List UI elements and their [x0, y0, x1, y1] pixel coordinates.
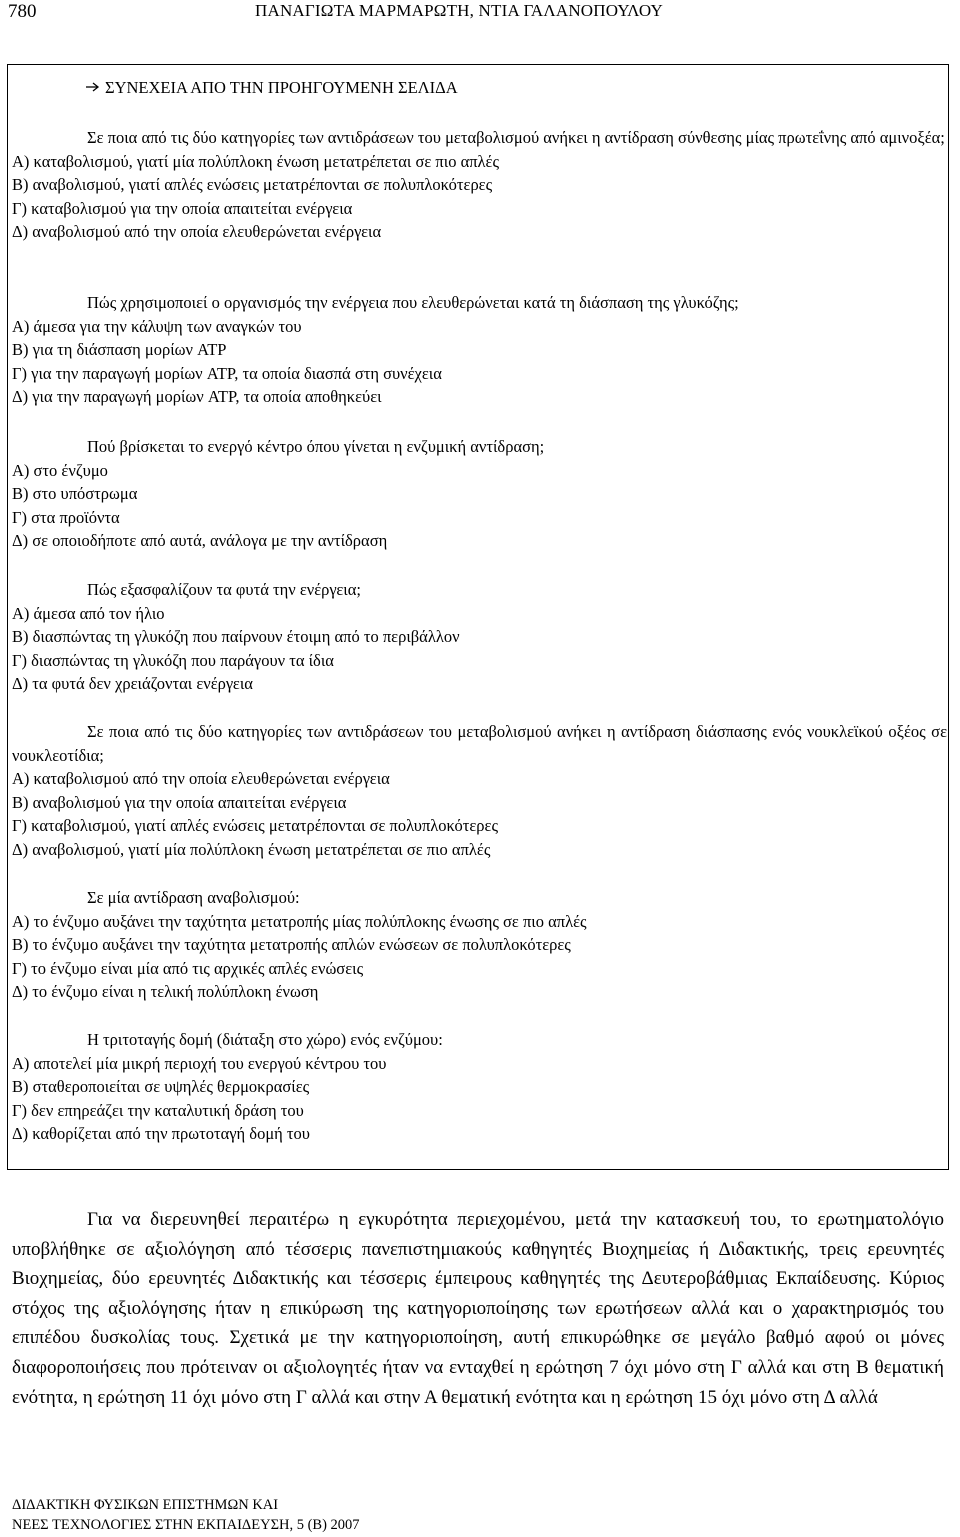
journal-footer	[12, 1495, 360, 1535]
option-c: Γ) διασπώντας τη γλυκόζη που παράγουν τα ίδια	[12, 650, 334, 670]
option-a: Α) στο ένζυμο	[12, 460, 108, 480]
option-c: Γ) στα προϊόντα	[12, 507, 120, 527]
option-b: Β) για τη διάσπαση μορίων ATP	[12, 340, 227, 359]
option-d: Δ) για την παραγωγή μορίων ATP, τα οποία αποθηκεύει	[12, 387, 382, 406]
question-stem: Σε ποια από τις δύο κατηγορίες των αντιδράσεων του μεταβολισμού ανήκει η αντίδραση σύνθεσης μίας πρωτεΐνης από αμινοξέα;	[87, 128, 945, 147]
option-c: Γ) δεν επηρεάζει την καταλυτική δράση του	[12, 1100, 304, 1120]
option-d: Δ) το ένζυμο είναι η τελική πολύπλοκη ένωση	[12, 982, 319, 1001]
option-c: Γ) καταβολισμού, γιατί απλές ενώσεις μετατρέπονται σε πολυπλοκότερες	[12, 816, 499, 835]
running-head-authors: ΠΑΝΑΓΙΩΤΑ ΜΑΡΜΑΡΩΤΗ, ΝΤΙΑ ΓΑΛΑΝΟΠΟΥΛΟΥ	[255, 1, 664, 20]
option-d: Δ) αναβολισμού από την οποία ελευθερώνεται ενέργεια	[12, 222, 382, 241]
question-stem: Σε μία αντίδραση αναβολισμού:	[87, 888, 300, 907]
question-5	[12, 720, 947, 861]
option-a: Α) το ένζυμο αυξάνει την ταχύτητα μετατροπής μίας πολύπλοκης ένωσης σε πιο απλές	[12, 911, 587, 931]
body-paragraph: Για να διερευνηθεί περαιτέρω η εγκυρότητα περιεχομένου, μετά την κατασκευή του, το ερωτηματολόγιο υποβλήθηκε σε αξιολόγηση από τέσσερις πανεπιστημιακούς καθηγητές Βιοχημείας ή Διδακτικής, τρεις ερευνητές Βιοχημείας, δύο ερευνητές Διδακτικής και τέσσερις έμπειρους καθηγητές της Δευτεροβάθμιας Εκπαίδευσης. Κύριος στόχος της αξιολόγησης ήταν η επικύρωση της κατηγοριοποίησης των ερωτήσεων αλλά και ο χαρακτηρισμός του επιπέδου δυσκολίας τους. Σχετικά με την κατηγοριοποίηση, αυτή επικυρώθηκε σε μεγάλο βαθμό αφού οι μόνες διαφοροποιήσεις που πρότειναν οι αξιολογητές ήταν να ενταχθεί η ερώτηση 7 όχι μόνο στη Γ αλλά και στη Β θεματική ενότητα, η ερώτηση 11 όχι μόνο στη Γ αλλά και στην Α θεματική ενότητα και η ερώτηση 15 όχι μόνο στη Δ αλλά	[12, 1209, 944, 1408]
continuation-text: ΣΥΝΕΧΕΙΑ ΑΠΟ ΤΗΝ ΠΡΟΗΓΟΥΜΕΝΗ ΣΕΛΙΔΑ	[105, 78, 458, 97]
question-6	[12, 886, 947, 1004]
option-b: Β) αναβολισμού, γιατί απλές ενώσεις μετατρέπονται σε πολυπλοκότερες	[12, 175, 493, 194]
arrow-right-icon	[85, 78, 105, 98]
continuation-note	[85, 78, 458, 98]
option-a: Α) καταβολισμού από την οποία ελευθερώνεται ενέργεια	[12, 769, 390, 788]
question-stem: Πού βρίσκεται το ενεργό κέντρο όπου γίνεται η ενζυμική αντίδραση;	[87, 437, 545, 456]
option-d: Δ) τα φυτά δεν χρειάζονται ενέργεια	[12, 674, 253, 693]
option-c: Γ) καταβολισμού για την οποία απαιτείται ενέργεια	[12, 198, 353, 218]
option-c: Γ) το ένζυμο είναι μία από τις αρχικές απλές ενώσεις	[12, 958, 364, 978]
question-1	[12, 126, 947, 244]
option-d: Δ) καθορίζεται από την πρωτοταγή δομή του	[12, 1124, 310, 1143]
option-a: Α) άμεσα από τον ήλιο	[12, 603, 165, 623]
option-b: Β) στο υπόστρωμα	[12, 484, 138, 503]
option-a: Α) αποτελεί μία μικρή περιοχή του ενεργού κέντρου του	[12, 1053, 387, 1073]
option-b: Β) αναβολισμού για την οποία απαιτείται ενέργεια	[12, 792, 347, 812]
footer-line-2: ΝΕΕΣ ΤΕΧΝΟΛΟΓΙΕΣ ΣΤΗΝ ΕΚΠΑΙΔΕΥΣΗ, 5 (Β) 2007	[12, 1517, 360, 1533]
question-stem: Πώς εξασφαλίζουν τα φυτά την ενέργεια;	[87, 580, 361, 599]
option-c: Γ) για την παραγωγή μορίων ATP, τα οποία διασπά στη συνέχεια	[12, 363, 442, 383]
question-stem: Πώς χρησιμοποιεί ο οργανισμός την ενέργεια που ελευθερώνεται κατά τη διάσπαση της γλυκόζης;	[87, 293, 739, 312]
option-a: Α) άμεσα για την κάλυψη των αναγκών του	[12, 316, 302, 336]
option-d: Δ) αναβολισμού, γιατί μία πολύπλοκη ένωση μετατρέπεται σε πιο απλές	[12, 839, 491, 859]
option-b: Β) το ένζυμο αυξάνει την ταχύτητα μετατροπής απλών ενώσεων σε πολυπλοκότερες	[12, 935, 571, 954]
question-2	[12, 291, 947, 409]
page-number: 780	[8, 1, 37, 22]
option-b: Β) σταθεροποιείται σε υψηλές θερμοκρασίες	[12, 1077, 310, 1096]
question-stem: Η τριτοταγής δομή (διάταξη στο χώρο) ενός ενζύμου:	[87, 1030, 443, 1049]
footer-line-1: ΔΙΔΑΚΤΙΚΗ ΦΥΣΙΚΩΝ ΕΠΙΣΤΗΜΩΝ ΚΑΙ	[12, 1497, 279, 1513]
question-3	[12, 435, 947, 553]
option-b: Β) διασπώντας τη γλυκόζη που παίρνουν έτοιμη από το περιβάλλον	[12, 627, 460, 646]
question-stem: Σε ποια από τις δύο κατηγορίες των αντιδράσεων του μεταβολισμού ανήκει η αντίδραση διάσπασης ενός νουκλεϊκού οξέος σε νουκλεοτίδια;	[12, 722, 947, 765]
question-4	[12, 578, 947, 696]
page-header	[0, 0, 960, 30]
option-d: Δ) σε οποιοδήποτε από αυτά, ανάλογα με την αντίδραση	[12, 531, 388, 550]
question-7	[12, 1028, 947, 1146]
option-a: Α) καταβολισμού, γιατί μία πολύπλοκη ένωση μετατρέπεται σε πιο απλές	[12, 151, 500, 171]
